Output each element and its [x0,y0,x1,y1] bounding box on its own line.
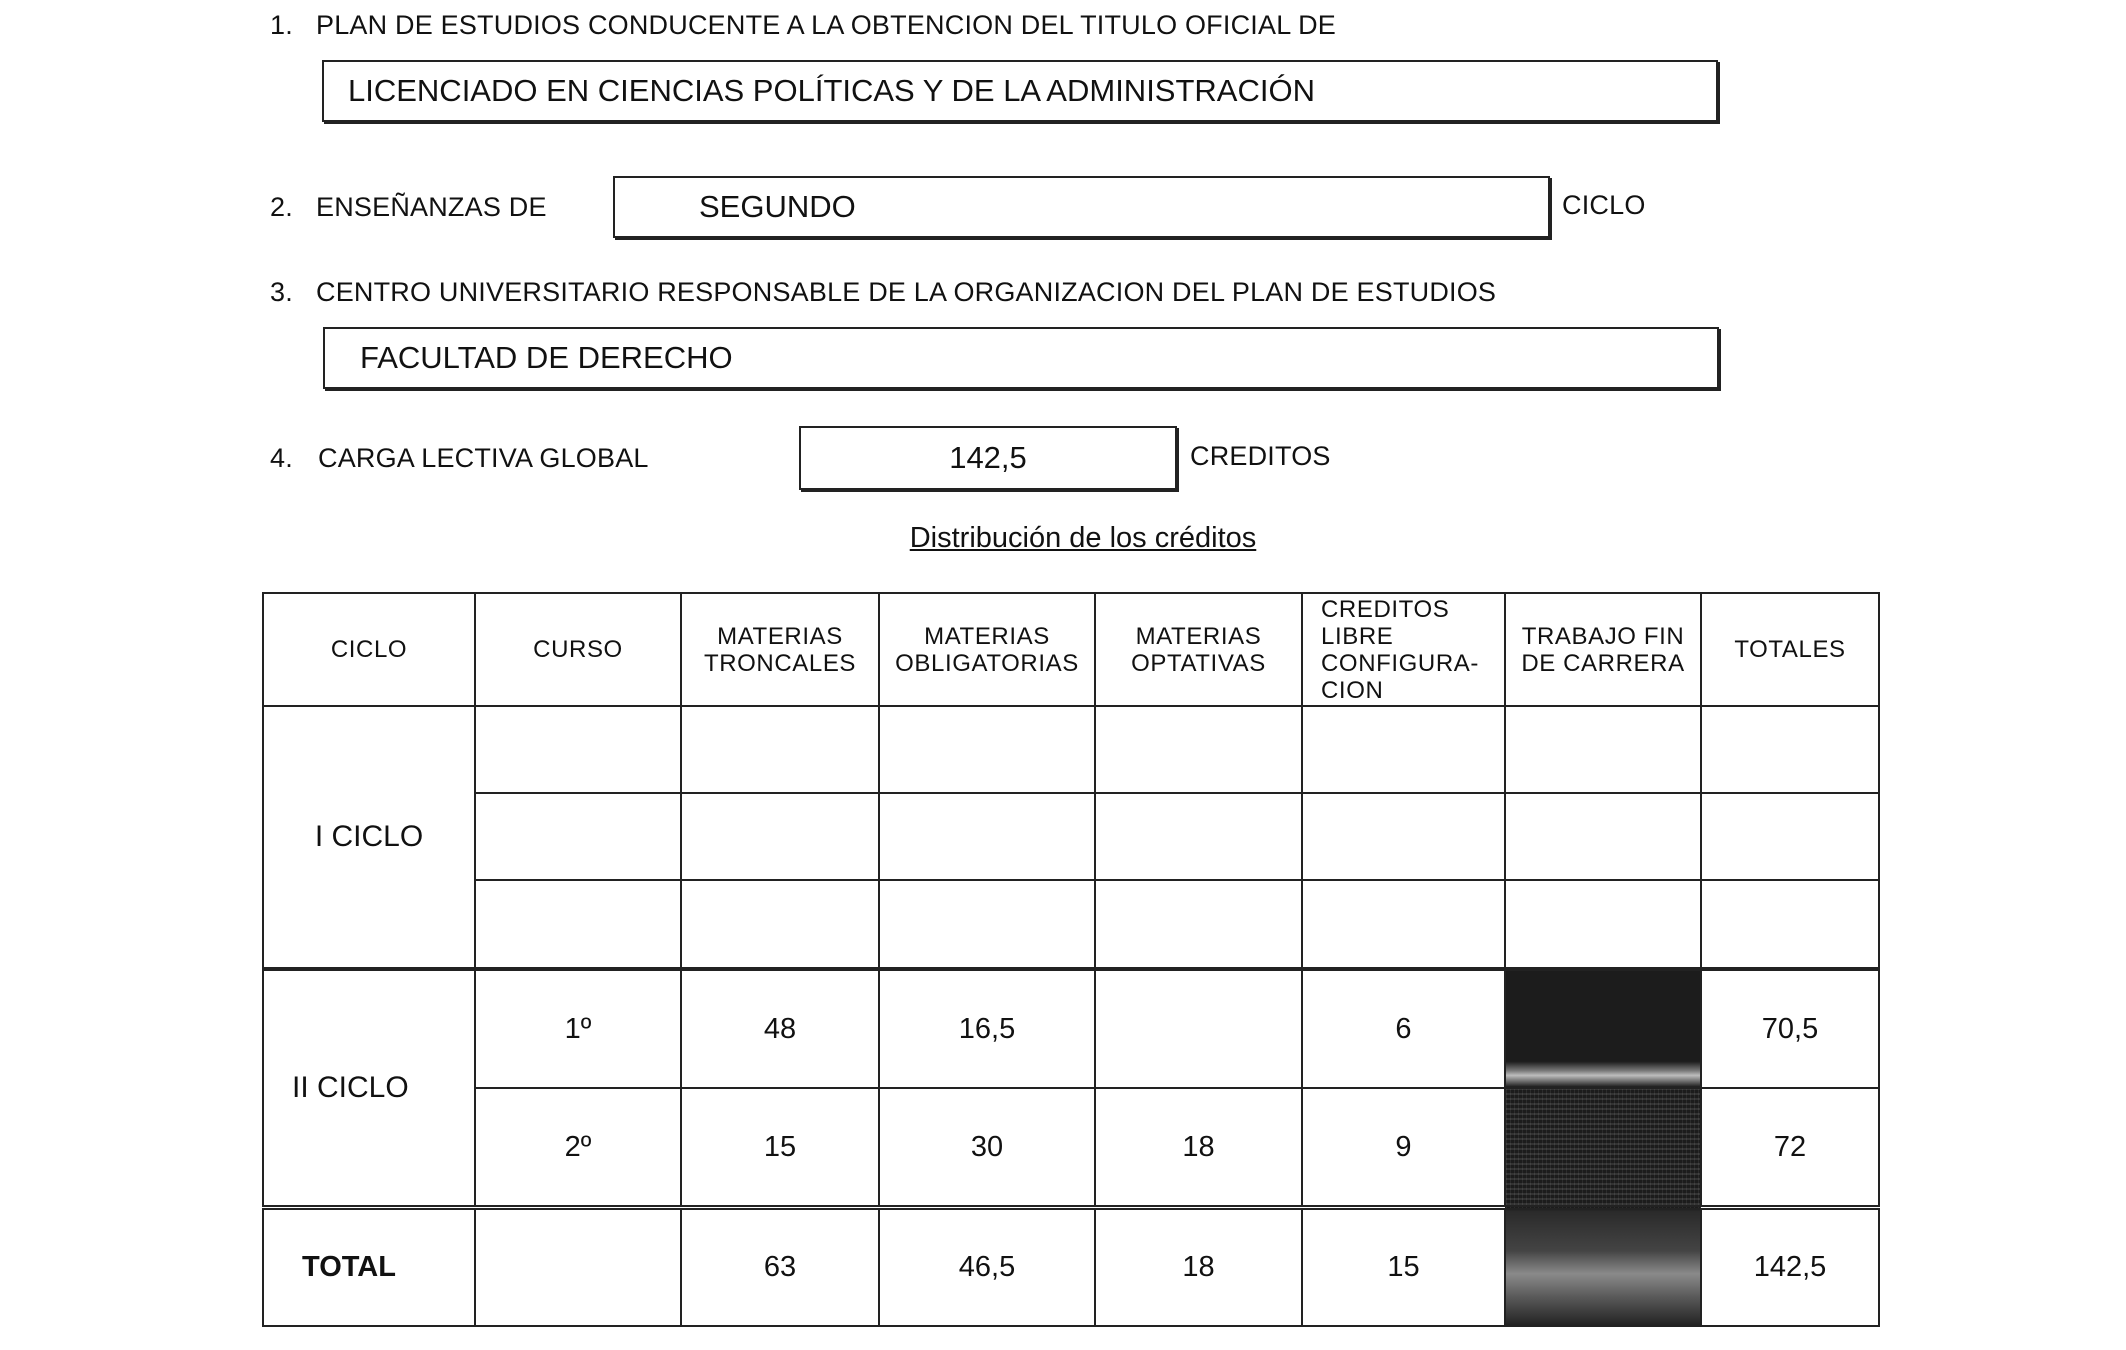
section1-number: 1. [270,10,293,40]
header-ciclo: CICLO [263,593,475,706]
ciclo1-row-3 [263,880,1879,969]
table-cell [475,793,681,880]
titulo-field [322,60,1718,122]
section3-number: 3. [270,277,293,307]
header-optativas: MATERIAS OPTATIVAS [1095,593,1302,706]
libre-cell: 6 [1302,969,1505,1088]
trabajo-shaded-cell [1505,1088,1701,1207]
carga-value: 142,5 [949,440,1027,475]
section4-number: 4. [270,443,293,473]
header-totales: TOTALES [1701,593,1879,706]
table-cell [1505,706,1701,793]
total-curso-cell [475,1208,681,1326]
ciclo1-row-2 [263,793,1879,880]
table-cell [475,706,681,793]
header-curso: CURSO [475,593,681,706]
table-cell [681,880,879,969]
table-cell [1095,793,1302,880]
table-cell [1701,706,1879,793]
section2-number: 2. [270,192,293,222]
titulo-value: LICENCIADO EN CIENCIAS POLÍTICAS Y DE LA ADMINISTRACIÓN [348,73,1315,108]
section1-label: PLAN DE ESTUDIOS CONDUCENTE A LA OBTENCION DEL TITULO OFICIAL DE [316,10,1337,40]
distribution-title: Distribución de los créditos [909,522,1257,554]
total-optativas-cell: 18 [1095,1208,1302,1326]
total-row [263,1208,1879,1326]
table-cell [1701,793,1879,880]
total-libre-cell: 15 [1302,1208,1505,1326]
carga-field [799,426,1177,490]
curso-cell: 1º [475,969,681,1088]
header-libre: CREDITOS LIBRE CONFIGURA-CION [1302,593,1505,706]
table-cell [681,706,879,793]
table-cell [681,793,879,880]
table-cell [879,793,1095,880]
table-cell [1302,880,1505,969]
total-obligatorias-cell: 46,5 [879,1208,1095,1326]
troncales-cell: 15 [681,1088,879,1207]
table-cell [1505,880,1701,969]
section3-label: CENTRO UNIVERSITARIO RESPONSABLE DE LA ORGANIZACION DEL PLAN DE ESTUDIOS [316,277,1497,307]
obligatorias-cell: 30 [879,1088,1095,1207]
header-troncales: MATERIAS TRONCALES [681,593,879,706]
table-cell [1701,880,1879,969]
ciclo1-label: I CICLO [263,706,475,969]
credits-table [262,592,1880,1327]
section2-label: ENSEÑANZAS DE [316,192,547,222]
optativas-cell: 18 [1095,1088,1302,1207]
ciclo2-row-2 [263,1088,1879,1207]
header-obligatorias: MATERIAS OBLIGATORIAS [879,593,1095,706]
totales-cell: 70,5 [1701,969,1879,1088]
optativas-cell [1095,969,1302,1088]
table-cell [1095,880,1302,969]
totales-cell: 72 [1701,1088,1879,1207]
table-cell [879,880,1095,969]
total-troncales-cell: 63 [681,1208,879,1326]
header-trabajo: TRABAJO FIN DE CARRERA [1505,593,1701,706]
troncales-cell: 48 [681,969,879,1088]
centro-value: FACULTAD DE DERECHO [360,340,733,375]
obligatorias-cell: 16,5 [879,969,1095,1088]
table-cell [879,706,1095,793]
ciclo2-label: II CICLO [263,969,475,1208]
table-cell [1302,706,1505,793]
table-cell [1505,793,1701,880]
total-label: TOTAL [263,1208,475,1326]
header-row [263,593,1879,706]
table-cell [1302,793,1505,880]
libre-cell: 9 [1302,1088,1505,1207]
curso-cell: 2º [475,1088,681,1207]
ensenanzas-field [613,176,1550,238]
centro-field [323,327,1719,389]
ciclo1-row-1 [263,706,1879,793]
section2-suffix: CICLO [1562,190,1646,220]
total-totales-cell: 142,5 [1701,1208,1879,1326]
trabajo-shaded-cell [1505,969,1701,1088]
section4-label: CARGA LECTIVA GLOBAL [318,443,649,473]
table-cell [475,880,681,969]
ciclo2-row-1 [263,969,1879,1088]
table-cell [1095,706,1302,793]
section4-suffix: CREDITOS [1190,441,1331,471]
ensenanzas-value: SEGUNDO [699,189,856,224]
total-trabajo-shaded-cell [1505,1208,1701,1326]
